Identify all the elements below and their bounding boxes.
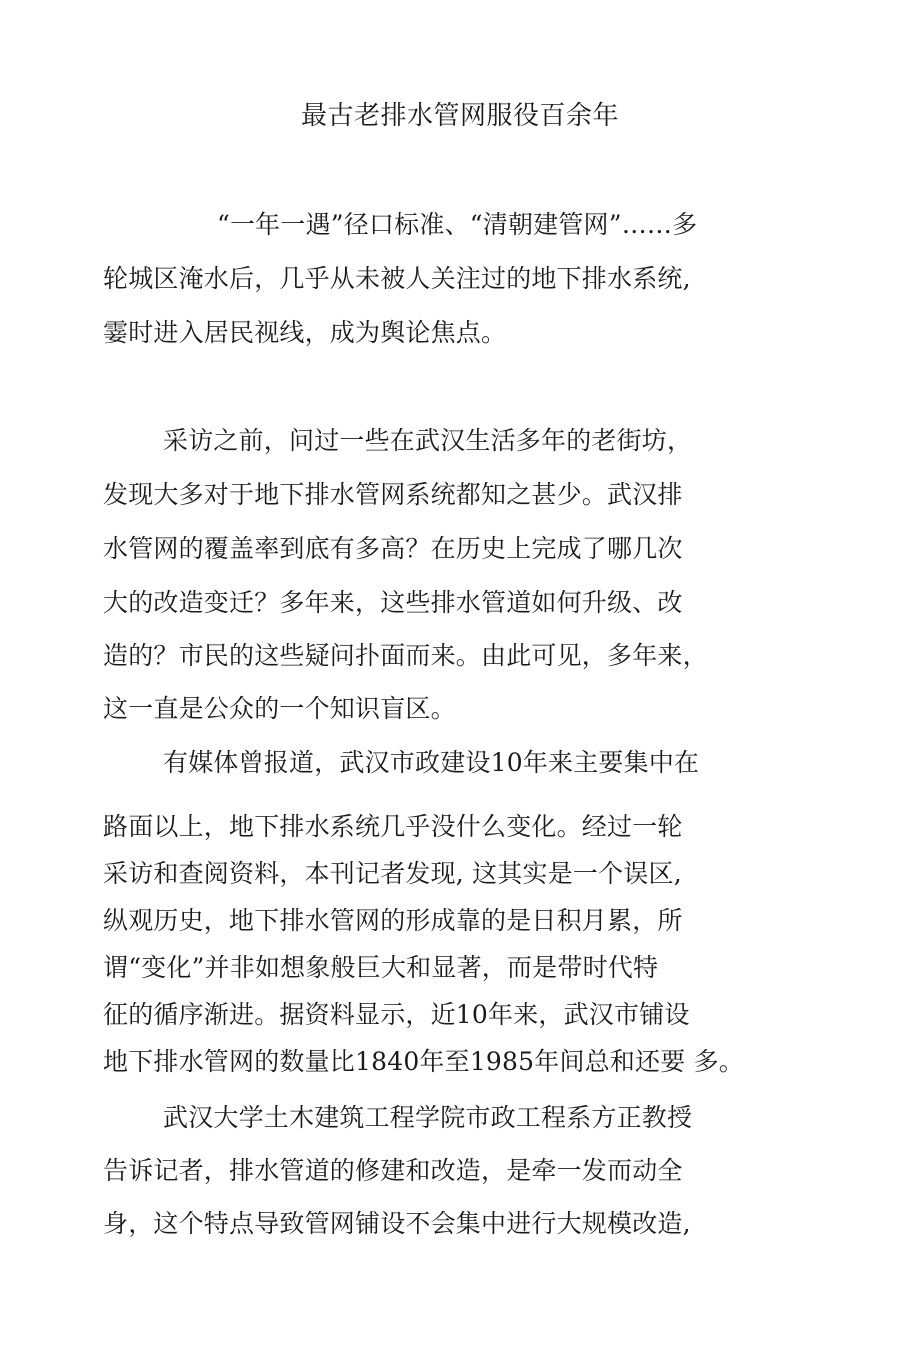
paragraph-line: 告诉记者，排水管道的修建和改造，是牵一发而动全: [103, 1156, 683, 1185]
paragraph-line: 地下排水管网的数量比1840年至1985年间总和还要 多。: [103, 1047, 744, 1076]
paragraph-line: 大的改造变迁？多年来，这些排水管道如何升级、改: [103, 588, 683, 617]
paragraph-line: 采访和查阅资料，本刊记者发现, 这其实是一个误区,: [103, 859, 682, 888]
paragraph-line: 造的？市民的这些疑问扑面而来。由此可见，多年来，: [103, 641, 708, 670]
paragraph-line: 谓“变化”并非如想象般巨大和显著，而是带时代特: [103, 953, 659, 982]
paragraph-line: 路面以上，地下排水系统几乎没什么变化。经过一轮: [103, 812, 683, 841]
paragraph-line: 征的循序渐进。据资料显示，近10年来，武汉市铺设: [103, 1000, 690, 1029]
paragraph-line: “一年一遇”径口标准、“清朝建管网”……多: [217, 210, 698, 239]
paragraph-line: 轮城区淹水后，几乎从未被人关注过的地下排水系统,: [103, 264, 691, 293]
paragraph-line: 身，这个特点导致管网铺设不会集中进行大规模改造,: [103, 1209, 691, 1238]
paragraph-line: 霎时进入居民视线，成为舆论焦点。: [103, 318, 507, 347]
paragraph-line: 水管网的覆盖率到底有多高？在历史上完成了哪几次: [103, 534, 683, 563]
paragraph-line: 发现大多对于地下排水管网系统都知之甚少。武汉排: [103, 480, 683, 509]
paragraph-line: 采访之前，问过一些在武汉生活多年的老街坊，: [163, 426, 693, 455]
page-title: 最古老排水管网服役百余年: [300, 101, 619, 131]
paragraph-line: 这一直是公众的一个知识盲区。: [103, 694, 456, 723]
paragraph-line: 有媒体曾报道，武汉市政建设10年来主要集中在: [163, 748, 700, 777]
paragraph-line: 纵观历史，地下排水管网的形成靠的是日积月累，所: [103, 906, 683, 935]
paragraph-line: 武汉大学土木建筑工程学院市政工程系方正教授: [163, 1103, 693, 1132]
